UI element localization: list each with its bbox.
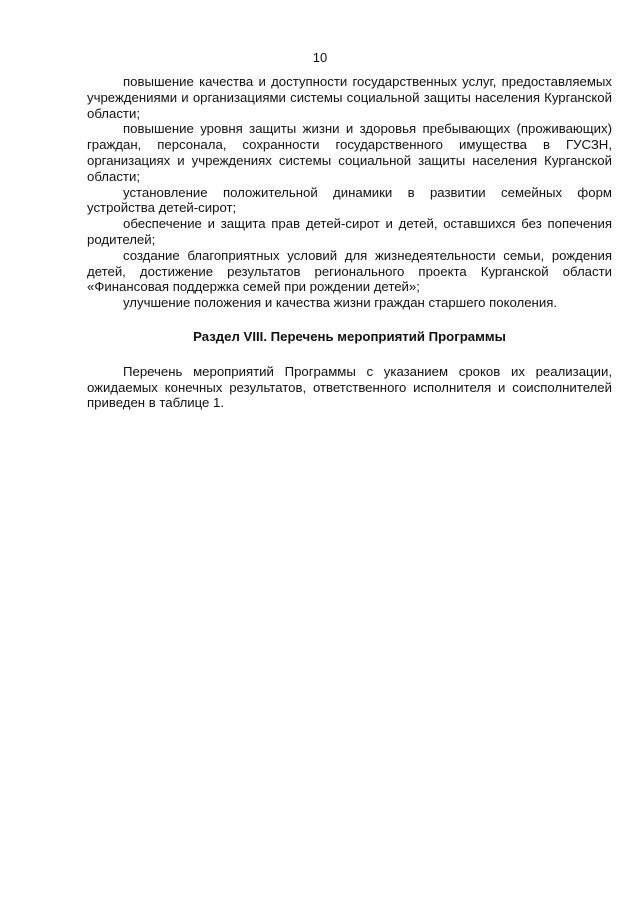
page-number: 10 <box>312 50 328 65</box>
document-body <box>87 74 612 411</box>
list-item: улучшение положения и качества жизни граждан старшего поколения. <box>123 295 558 311</box>
list-item: установление положительной динамики в развитии семейных форм устройства детей-сирот; <box>87 184 612 216</box>
list-item: обеспечение и защита прав детей-сирот и детей, оставшихся без попечения родителей; <box>87 216 612 247</box>
list-item: повышение качества и доступности государственных услуг, предоставляемых учреждениями и организациями системы социальной защиты населения Курганской области; <box>87 74 612 121</box>
section-heading: Раздел VIII. Перечень мероприятий Программы <box>193 328 506 344</box>
section-paragraph: Перечень мероприятий Программы с указанием сроков их реализации, ожидаемых конечных результатов, ответственного исполнителя и соисполнителей приведен в таблице 1. <box>87 363 612 411</box>
list-item: создание благоприятных условий для жизнедеятельности семьи, рождения детей, достижение результатов регионального проекта Курганской области «Финансовая поддержка семей при рождении детей»; <box>87 247 612 295</box>
list-item: повышение уровня защиты жизни и здоровья пребывающих (проживающих) граждан, персонала, сохранности государственного имущества в ГУСЗН, организациях и учреждениях системы социальной защиты населения Курганской области; <box>87 121 612 184</box>
